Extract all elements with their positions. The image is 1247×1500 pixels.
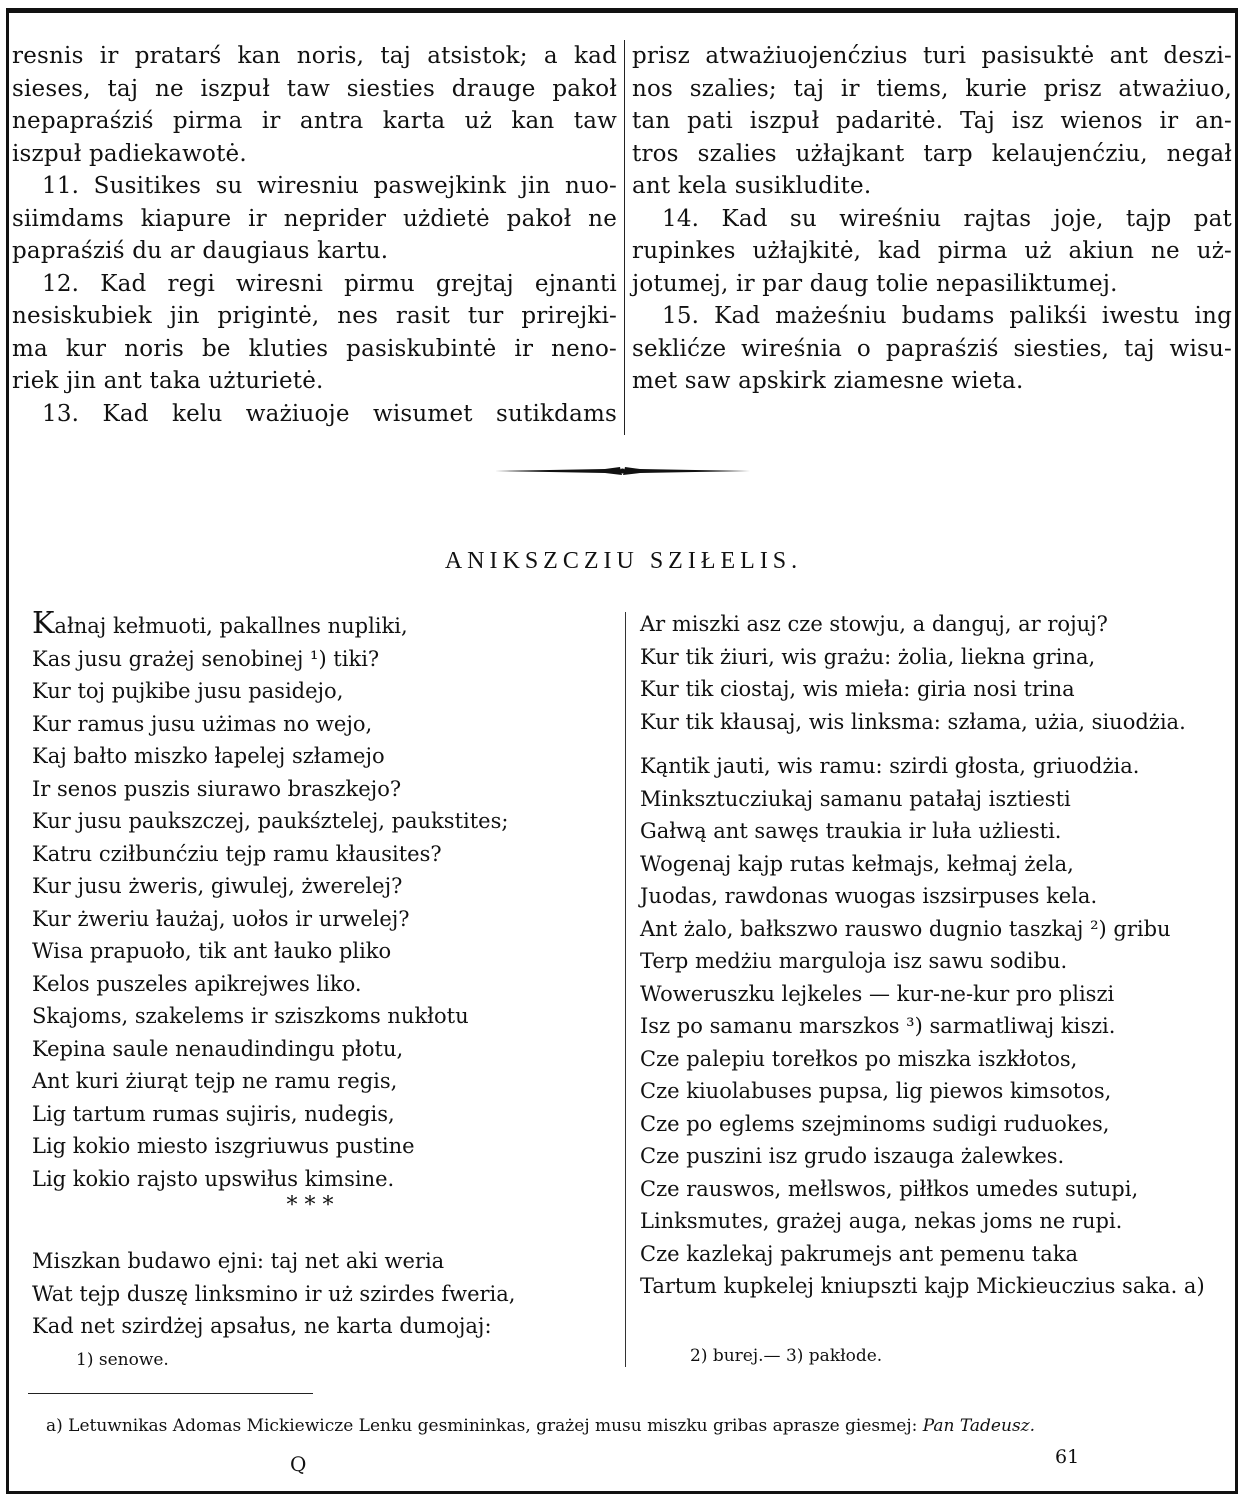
- prose-line: sieses, taj ne iszpuł taw siesties drauge pakoł: [12, 75, 617, 102]
- prose-line: riek jin ant taka użturietė.: [12, 368, 324, 394]
- poem-line: Terp medżiu marguloja isz sawu sodibu.: [640, 949, 1068, 973]
- poem-line: Lig kokio miesto iszgriuwus pustine: [32, 1134, 415, 1158]
- poem-line: Kałnaj kełmuoti, pakallnes nupliki,: [32, 606, 408, 641]
- poem-line: Ant żalo, bałkszwo rauswo dugnio taszkaj ²) gribu: [640, 916, 1171, 941]
- asterism: * * *: [286, 1193, 334, 1218]
- prose-line: seklićze wireśnia o papraśziś siesties, taj wisu-: [632, 335, 1232, 362]
- footnote-left: 1) senowe.: [76, 1350, 169, 1370]
- poem-line: Cze po eglems szejminoms sudigi ruduokes,: [640, 1111, 1110, 1136]
- poem-line: Wisa prapuoło, tik ant łauko pliko: [32, 939, 392, 963]
- poem-line: Kur jusu paukszczej, paukśztelej, paukstites;: [32, 809, 509, 833]
- poem-column-divider: [625, 612, 626, 1367]
- prose-line: 11. Susitikes su wiresniu paswejkink jin nuo-: [42, 173, 617, 199]
- poem-line: Skajoms, szakelems ir sziszkoms nukłotu: [32, 1004, 469, 1028]
- prose-line: rupinkes użłajkitė, kad pirma uż akiun ne uż-: [632, 238, 1232, 264]
- prose-line: nos szalies; taj ir tiems, kurie prisz atważiuo,: [632, 75, 1232, 102]
- drop-cap: K: [32, 606, 55, 641]
- prose-line: 14. Kad su wireśniu rajtas joje, tajp pat: [662, 205, 1232, 232]
- prose-line: ma kur noris be kluties pasiskubintė ir neno-: [12, 335, 617, 362]
- prose-line: papraśziś du ar daugiaus kartu.: [12, 238, 389, 264]
- footnote-right: 2) burej.— 3) pakłode.: [690, 1346, 883, 1366]
- prose-line: 15. Kad mażeśniu budams palikśi iwestu ing: [662, 303, 1232, 329]
- page-number: 61: [1055, 1446, 1080, 1468]
- prose-line: iszpuł padiekawotė.: [12, 140, 247, 167]
- poem-line: Cze rauswos, mełlswos, piłłkos umedes sutupi,: [640, 1176, 1139, 1201]
- poem-line: Kas jusu grażej senobinej ¹) tiki?: [32, 646, 380, 671]
- poem-line: Cze palepiu torełkos po miszka iszkłotos,: [640, 1046, 1078, 1071]
- poem-line: Juodas, rawdonas wuogas iszsirpuses kela.: [640, 884, 1098, 908]
- poem-line: Kur jusu żweris, giwulej, żwerelej?: [32, 874, 403, 898]
- poem-right-column: [640, 608, 1230, 1303]
- poem-line: Katru cziłbunćziu tejp ramu kłausites?: [32, 841, 442, 866]
- signature-mark: Q: [290, 1452, 307, 1476]
- poem-line: Wogenaj kajp rutas kełmajs, kełmaj żela,: [640, 851, 1074, 876]
- poem-line: Isz po samanu marszkos ³) sarmatliwaj kiszi.: [640, 1014, 1116, 1038]
- prose-line: 13. Kad kelu ważiuoje wisumet sutikdams: [42, 400, 617, 427]
- column-divider: [624, 40, 625, 435]
- poem-line: Tartum kupkelej kniupszti kajp Mickieuczius saka. a): [640, 1274, 1205, 1298]
- bottom-footnote-title: Pan Tadeusz.: [922, 1416, 1036, 1436]
- prose-right-column: [632, 40, 1232, 398]
- prose-line: tan pati iszpuł padaritė. Taj isz wienos ir an-: [632, 108, 1232, 134]
- poem-line: Kelos puszeles apikrejwes liko.: [32, 971, 362, 996]
- poem-line: Minksztucziukaj samanu patałaj isztiesti: [640, 786, 1071, 811]
- prose-line: nepapraśziś pirma ir antra karta uż kan taw: [12, 108, 617, 134]
- poem-line: Linksmutes, grażej auga, nekas joms ne rupi.: [640, 1209, 1123, 1233]
- poem-line: Gałwą ant sawęs traukia ir luła użliesti.: [640, 819, 1062, 843]
- poem-line: Lig tartum rumas sujiris, nudegis,: [32, 1101, 395, 1126]
- prose-line: siimdams kiapure ir neprider użdietė pakoł ne: [12, 205, 617, 232]
- poem-line: Kur tik ciostaj, wis mieła: giria nosi trina: [640, 677, 1075, 701]
- poem-line: Kaj bałto miszko łapelej szłamejo: [32, 744, 385, 768]
- prose-line: met saw apskirk ziamesne wieta.: [632, 368, 1024, 394]
- poem-line: Woweruszku lejkeles — kur-ne-kur pro pliszi: [640, 981, 1115, 1006]
- poem-line: Ar miszki asz cze stowju, a danguj, ar rojuj?: [640, 612, 1108, 636]
- prose-left-column: [12, 40, 617, 430]
- prose-columns: [12, 40, 1234, 435]
- ornament-divider-icon: [495, 462, 750, 480]
- poem-line: Kepina saule nenaudindingu płotu,: [32, 1036, 404, 1061]
- prose-line: nesiskubiek jin prigintė, nes rasit tur prirejki-: [12, 303, 617, 329]
- prose-line: resnis ir pratarś kan noris, taj atsistok; a kad: [12, 43, 617, 69]
- bottom-footnote-text: a) Letuwnikas Adomas Mickiewicze Lenku gesmininkas, grażej musu miszku gribas aprasze giesmej:: [46, 1416, 923, 1436]
- prose-line: tros szalies użłajkant tarp kelaujenćziu, negał: [632, 140, 1232, 167]
- poem-line: Kur toj pujkibe jusu pasidejo,: [32, 679, 344, 703]
- bottom-footnote: [46, 1416, 1035, 1436]
- poem-line: Cze puszini isz grudo iszauga żalewkes.: [640, 1144, 1065, 1168]
- poem-line: Kur tik żiuri, wis grażu: żolia, liekna grina,: [640, 644, 1096, 669]
- prose-line: prisz atważiuojenćzius turi pasisuktė ant deszi-: [632, 43, 1232, 69]
- prose-line: ant kela susikludite.: [632, 173, 872, 199]
- poem-line: Cze kiuolabuses pupsa, lig piewos kimsotos,: [640, 1079, 1112, 1103]
- poem-line: Cze kazlekaj pakrumejs ant pemenu taka: [640, 1241, 1078, 1266]
- poem-left-column: [32, 608, 612, 1343]
- prose-line: 12. Kad regi wiresni pirmu grejtaj ejnanti: [42, 270, 617, 297]
- poem-line: Ant kuri żiurąt tejp ne ramu regis,: [32, 1069, 398, 1093]
- prose-line: jotumej, ir par daug tolie nepasiliktumej.: [632, 270, 1118, 297]
- poem-line: Miszkan budawo ejni: taj net aki weria: [32, 1249, 445, 1273]
- poem-title: ANIKSZCZIU SZIŁELIS.: [444, 548, 803, 574]
- poem-line: Kur żweriu łaużaj, uołos ir urwelej?: [32, 906, 410, 931]
- poem-line: Ir senos puszis siurawo braszkejo?: [32, 776, 402, 801]
- poem-line: Kur tik kłausaj, wis linksma: szłama, użia, siuodżia.: [640, 709, 1186, 734]
- poem-line: Lig kokio rajsto upswiłus kimsine.: [32, 1166, 395, 1191]
- poem-line: Wat tejp duszę linksmino ir uż szirdes fweria,: [32, 1281, 516, 1306]
- poem-line: Kur ramus jusu użimas no wejo,: [32, 711, 373, 736]
- poem-line: Kąntik jauti, wis ramu: szirdi głosta, griuodżia.: [640, 754, 1140, 778]
- footnote-rule: [28, 1393, 313, 1394]
- poem-line: Kad net szirdżej apsałus, ne karta dumojaj:: [32, 1314, 492, 1338]
